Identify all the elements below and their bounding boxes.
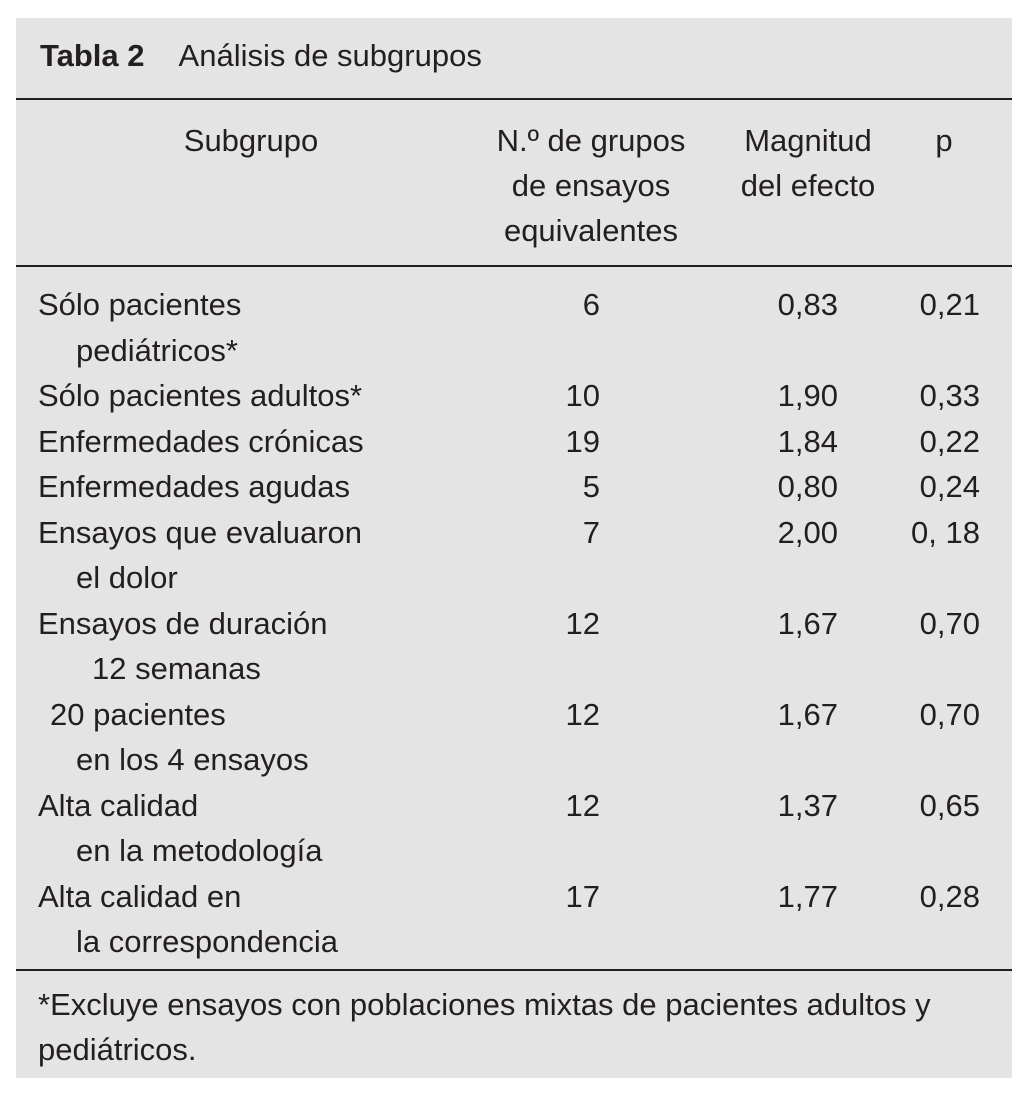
count-cell: 12 [565,605,600,641]
p-value-cell: 0,24 [919,469,980,504]
table-row [16,419,1012,465]
subgroup-line: 12 semanas [92,651,261,686]
p-value-cell: 0,21 [919,287,980,322]
p-value-cell: 0, 18 [911,514,980,550]
subgroup-line: la correspondencia [76,924,338,959]
table-caption [40,38,482,74]
count-cell: 10 [565,378,600,413]
subgroup-cell [38,282,478,373]
subgroup-cell [38,419,478,465]
magnitude-cell: 2,00 [777,514,838,550]
p-value-cell: 0,70 [919,696,980,732]
header-p-value [916,118,972,163]
table-row [16,282,1012,373]
subgroup-line: Enfermedades agudas [38,469,350,504]
p-value-cell: 0,70 [919,605,980,641]
p-value-cell: 0,28 [919,878,980,914]
count-cell: 6 [582,287,600,322]
table-row [16,510,1012,601]
header-count-line: equivalentes [503,213,679,248]
subgroup-cell [38,601,478,692]
table-footnote: *Excluye ensayos con poblaciones mixtas de pacientes adultos y pediátricos. [38,987,931,1067]
table-panel [16,18,1012,1078]
count-cell: 12 [565,787,600,823]
table-row [16,373,1012,419]
header-magnitude-line: Magnitud [744,123,872,158]
count-cell: 17 [565,878,600,914]
magnitude-cell: 0,80 [777,469,838,504]
subgroup-line: el dolor [76,560,178,595]
magnitude-cell: 1,84 [777,423,838,459]
magnitude-cell: 1,90 [777,378,838,413]
magnitude-cell: 0,83 [777,287,838,322]
header-count-line: de ensayos [511,168,671,203]
subgroup-line: Enfermedades crónicas [38,423,364,459]
magnitude-cell: 1,77 [777,878,838,914]
subgroup-cell [38,692,478,783]
table-row [16,783,1012,874]
subgroup-line: Sólo pacientes [38,287,242,322]
footer-rule [16,969,1012,971]
magnitude-cell: 1,37 [777,787,838,823]
p-value-cell: 0,22 [919,423,980,459]
count-cell: 12 [565,696,600,732]
header-count-line: N.º de grupos [496,123,686,158]
subgroup-cell [38,510,478,601]
header-subgroup [136,118,366,163]
subgroup-line: 20 pacientes [50,696,226,732]
subgroup-cell [38,874,478,965]
subgroup-line: en la metodología [76,833,323,868]
table-label: Tabla 2 [40,38,145,73]
subgroup-line: en los 4 ensayos [76,742,309,777]
table-row [16,601,1012,692]
table-row [16,874,1012,965]
header-magnitude-line: del efecto [740,168,876,203]
subgroup-line: Alta calidad en [38,878,242,914]
header-subgroup-line: Subgrupo [183,123,319,158]
p-value-cell: 0,65 [919,787,980,823]
magnitude-cell: 1,67 [777,605,838,641]
count-cell: 5 [582,469,600,504]
table-body [16,282,1012,965]
subgroup-cell [38,783,478,874]
subgroup-line: pediátricos* [76,332,238,368]
subgroup-line: Ensayos que evaluaron [38,514,363,550]
subgroup-cell [38,373,478,419]
subgroup-line: Alta calidad [38,787,199,823]
subgroup-cell [38,464,478,510]
p-value-cell: 0,33 [919,378,980,413]
subgroup-line: Ensayos de duración [38,605,328,641]
table-title: Análisis de subgrupos [178,38,482,73]
top-rule [16,98,1012,100]
table-row [16,692,1012,783]
subgroup-line: Sólo pacientes adultos* [38,378,363,413]
header-p-line: p [935,123,953,158]
count-cell: 19 [565,423,600,459]
magnitude-cell: 1,67 [777,696,838,732]
header-rule [16,265,1012,267]
header-effect-magnitude [704,118,912,208]
table-row [16,464,1012,510]
header-trial-count [464,118,718,253]
count-cell: 7 [582,514,600,550]
